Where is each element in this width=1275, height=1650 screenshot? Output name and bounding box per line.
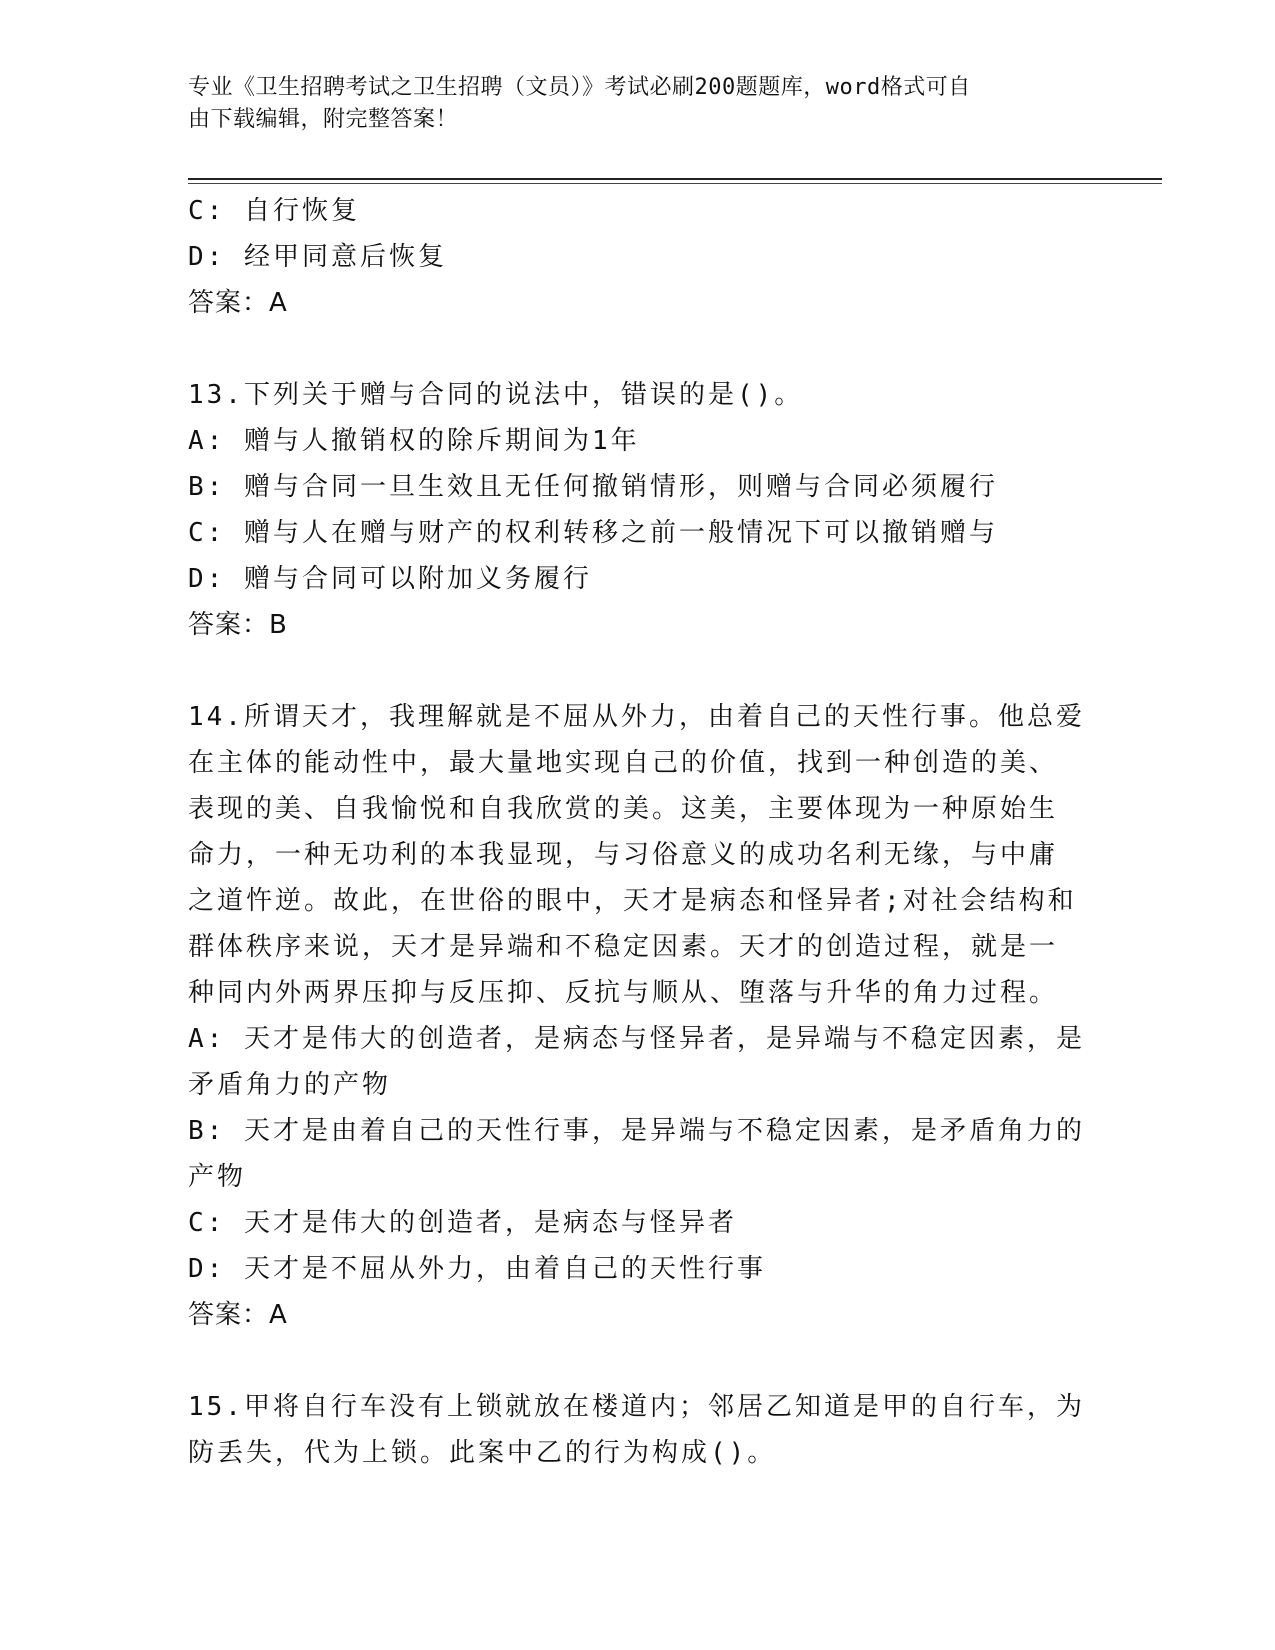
option-b-line-1: B: 天才是由着自己的天性行事，是异端与不稳定因素，是矛盾角力的 [188,1116,1085,1146]
header-title-line-1: 专业《卫生招聘考试之卫生招聘（文员）》考试必刷200题题库，word格式可自 [188,75,971,100]
option-c: C: 自行恢复 [188,196,360,226]
question-14 [188,694,1088,1338]
question-stem-line-1: 15.甲将自行车没有上锁就放在楼道内；邻居乙知道是甲的自行车，为 [188,1392,1085,1422]
question-stem: 13.下列关于赠与合同的说法中，错误的是()。 [188,380,804,410]
question-stem-line: 在主体的能动性中，最大量地实现自己的价值，找到一种创造的美、 [188,748,1059,778]
question-stem-line: 群体秩序来说，天才是异端和不稳定因素。天才的创造过程，就是一 [188,932,1059,962]
question-13 [188,372,1088,648]
option-a-line-2: 矛盾角力的产物 [188,1070,392,1100]
question-stem-line: 种同内外两界压抑与反压抑、反抗与顺从、堕落与升华的角力过程。 [188,978,1059,1008]
option-a-line-1: A: 天才是伟大的创造者，是病态与怪异者，是异端与不稳定因素，是 [188,1024,1085,1054]
option-a: A: 赠与人撤销权的除斥期间为1年 [188,426,640,456]
question-15 [188,1384,1088,1476]
answer-label: 答案：A [188,288,288,318]
header-title-line-2: 由下载编辑，附完整答案！ [188,107,459,132]
option-c: C: 天才是伟大的创造者，是病态与怪异者 [188,1208,737,1238]
option-b-line-2: 产物 [188,1162,247,1192]
question-content [188,188,1088,1476]
document-header [188,72,1088,136]
header-divider-thin [188,183,1162,184]
question-stem-line: 之道忤逆。故此，在世俗的眼中，天才是病态和怪异者;对社会结构和 [188,886,1077,916]
option-d: D: 经甲同意后恢复 [188,242,447,272]
option-d: D: 天才是不屈从外力，由着自己的天性行事 [188,1254,766,1284]
question-stem-line: 表现的美、自我愉悦和自我欣赏的美。这美，主要体现为一种原始生 [188,794,1059,824]
option-b: B: 赠与合同一旦生效且无任何撤销情形，则赠与合同必须履行 [188,472,998,502]
option-d: D: 赠与合同可以附加义务履行 [188,564,592,594]
option-c: C: 赠与人在赠与财产的权利转移之前一般情况下可以撤销赠与 [188,518,998,548]
question-stem-line: 命力，一种无功利的本我显现，与习俗意义的成功名利无缘，与中庸 [188,840,1059,870]
header-divider-thick [188,178,1162,180]
question-12-continuation [188,188,1088,326]
answer-label: 答案：B [188,610,288,640]
answer-label: 答案：A [188,1300,288,1330]
question-stem-line-2: 防丢失，代为上锁。此案中乙的行为构成()。 [188,1438,777,1468]
question-stem-line: 14.所谓天才，我理解就是不屈从外力，由着自己的天性行事。他总爱 [188,702,1085,732]
